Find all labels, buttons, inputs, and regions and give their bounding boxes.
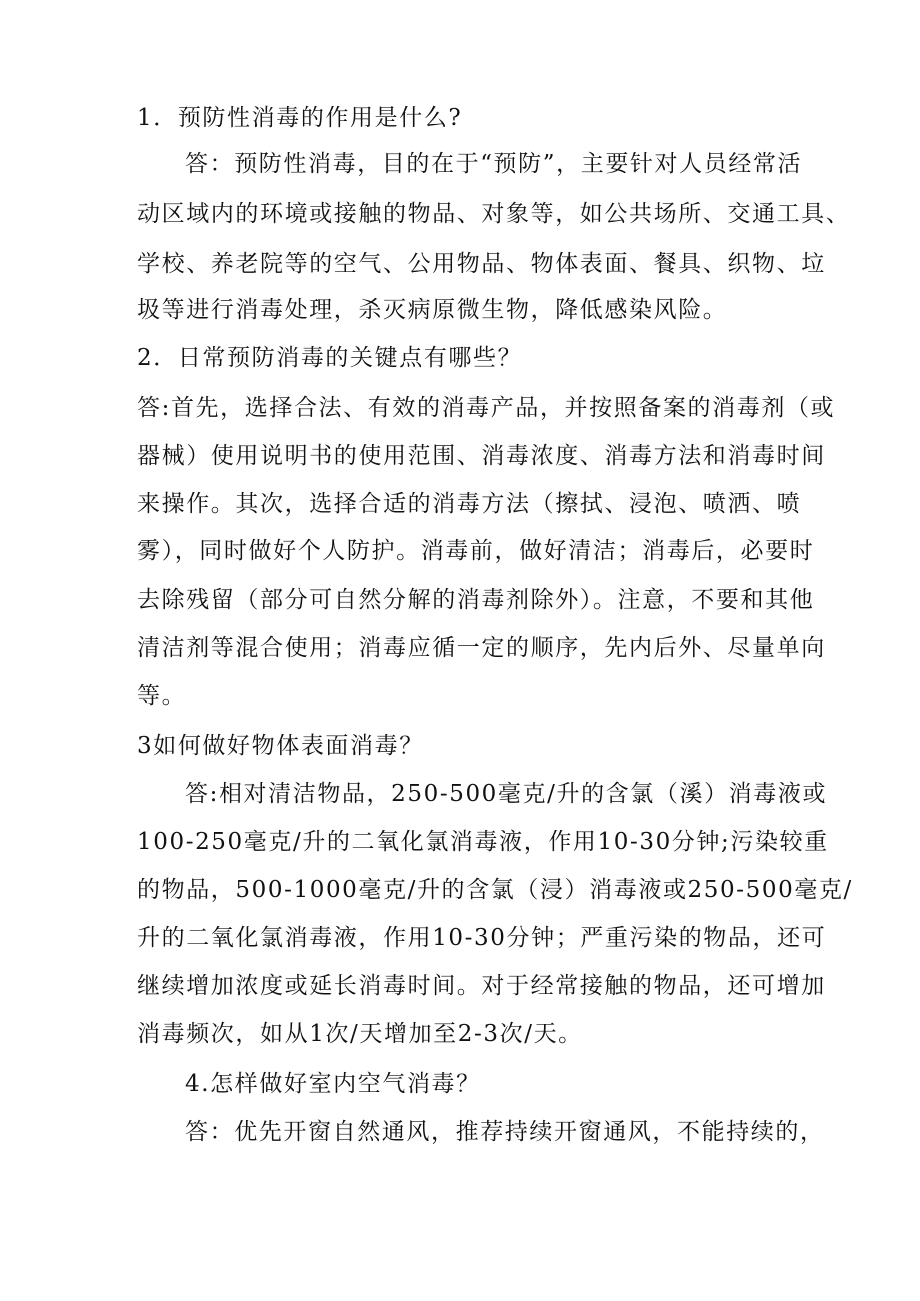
answer-2-line: 器械）使用说明书的使用范围、消毒浓度、消毒方法和消毒时间 — [137, 443, 826, 469]
answer-3-line: 消毒频次，如从1次/天增加至2-3次/天。 — [137, 1021, 583, 1047]
answer-1-line: 圾等进行消毒处理，杀灭病原微生物，降低感染风险。 — [137, 297, 728, 323]
question-3-heading: 3如何做好物体表面消毒？ — [137, 733, 424, 759]
answer-3-line: 的物品，500-1000毫克/升的含氯（浸）消毒液或250-500毫克/ — [137, 877, 853, 903]
question-1-heading: 1．预防性消毒的作用是什么? — [137, 105, 463, 131]
answer-1-line: 动区域内的环境或接触的物品、对象等，如公共场所、交通工具、 — [137, 201, 851, 227]
question-4-heading: 4.怎样做好室内空气消毒？ — [185, 1071, 481, 1097]
answer-2-line: 雾），同时做好个人防护。消毒前，做好清洁；消毒后，必要时 — [137, 538, 815, 564]
answer-2-line: 去除残留（部分可自然分解的消毒剂除外）。注意，不要和其他 — [137, 587, 815, 613]
answer-4-line: 答：优先开窗自然通风，推荐持续开窗通风，不能持续的， — [185, 1119, 825, 1145]
answer-2-line: 来操作。其次，选择合适的消毒方法（擦拭、浸泡、喷洒、喷 — [137, 491, 802, 517]
answer-3-line: 继续增加浓度或延长消毒时间。对于经常接触的物品，还可增加 — [137, 973, 826, 999]
answer-1-line: 学校、养老院等的空气、公用物品、物体表面、餐具、织物、垃 — [137, 251, 826, 277]
question-2-heading: 2．日常预防消毒的关键点有哪些？ — [137, 345, 523, 371]
answer-1-line: 答：预防性消毒，目的在于“预防”，主要针对人员经常活 — [185, 151, 803, 177]
answer-2-line: 清洁剂等混合使用；消毒应循一定的顺序，先内后外、尽量单向 — [137, 635, 826, 661]
answer-2-line: 答:首先，选择合法、有效的消毒产品，并按照备案的消毒剂（或 — [137, 395, 836, 421]
answer-2-line: 等。 — [137, 683, 187, 709]
answer-3-line: 答:相对清洁物品，250-500毫克/升的含氯（溪）消毒液或 — [185, 781, 828, 807]
answer-3-line: 升的二氧化氯消毒液，作用10-30分钟；严重污染的物品，还可 — [137, 925, 827, 951]
answer-3-line: 100-250毫克/升的二氧化氯消毒液，作用10-30分钟;污染较重 — [137, 829, 829, 855]
